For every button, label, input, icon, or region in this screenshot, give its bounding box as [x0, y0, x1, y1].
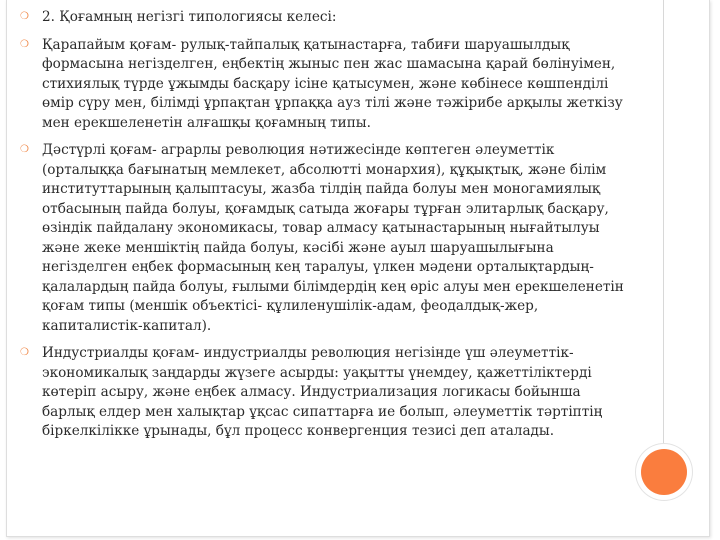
- slide-content: [20, 8, 632, 450]
- bullet-item-2: [20, 36, 632, 134]
- bullet-icon: ❍: [20, 11, 29, 22]
- bullet-item-3: [20, 141, 632, 336]
- bullet-text: Қарапайым қоғам- рулық-тайпалық қатынастарға, табиғи шаруашылдық формасына негізделген, еңбектің жыныс пен жас шамасына қарай бөлінуімен, стихиялық түрде ұжымды басқару ісіне қатысумен, және көбінесе көшпенділі өмір сүру мен, білімді ұрпақтан ұрпаққа ауз тілі және тәжірибе арқылы жеткізу мен ерекшеленетін алғашқы қоғамның типы.: [42, 36, 623, 131]
- bullet-text: 2. Қоғамның негізгі типологиясы келесі:: [42, 9, 337, 25]
- bullet-item-1: [20, 8, 632, 28]
- bullet-icon: ❍: [20, 347, 29, 358]
- bullet-item-4: [20, 344, 632, 442]
- bullet-icon: ❍: [20, 144, 29, 155]
- bullet-text: Индустриалды қоғам- индустриалды революция негізінде үш әлеуметтік-экономикалық заңдарды жүзеге асырды: уақытты үнемдеу, қажеттіліктерді көтеріп асыру, және еңбек алмасу. Индустриализация логикасы бойынша барлық елдер мен халықтар ұқсас сипаттарға ие болып, әлеуметтік тәртіптің біркелкілікке ұрынады, бұл процесс конвергенция тезисі деп аталады.: [42, 345, 603, 439]
- vertical-divider: [663, 0, 664, 448]
- bullet-text: Дәстүрлі қоғам- аграрлы революция нәтижесінде көптеген әлеуметтік (орталыққа бағынатың мемлекет, абсолютті монархия), құқықтық, және білім институттарының қалыптасуы, жазба тілдің пайда болуы мен моногамиялық отбасының пайда болуы, қоғамдық сатыда жоғары тұрған элитарлық басқару, өзіндік пайдалану экономикасы, товар алмасу қатынастарының нығайтылуы және жеке меншіктің пайда болуы, кәсібі және ауыл шаруашылығына негізделген еңбек формасының кең таралуы, үлкен мәдени орталықтардың-қалалардың пайда болуы, ғылыми білімдердің кең өріс алуы мен ерекшеленетін қоғам типы (меншік объектісі- құлиленушілік-адам, феодалдық-жер, капиталистік-капитал).: [42, 142, 624, 334]
- bullet-icon: ❍: [20, 38, 29, 50]
- orange-circle-ornament: [641, 449, 687, 495]
